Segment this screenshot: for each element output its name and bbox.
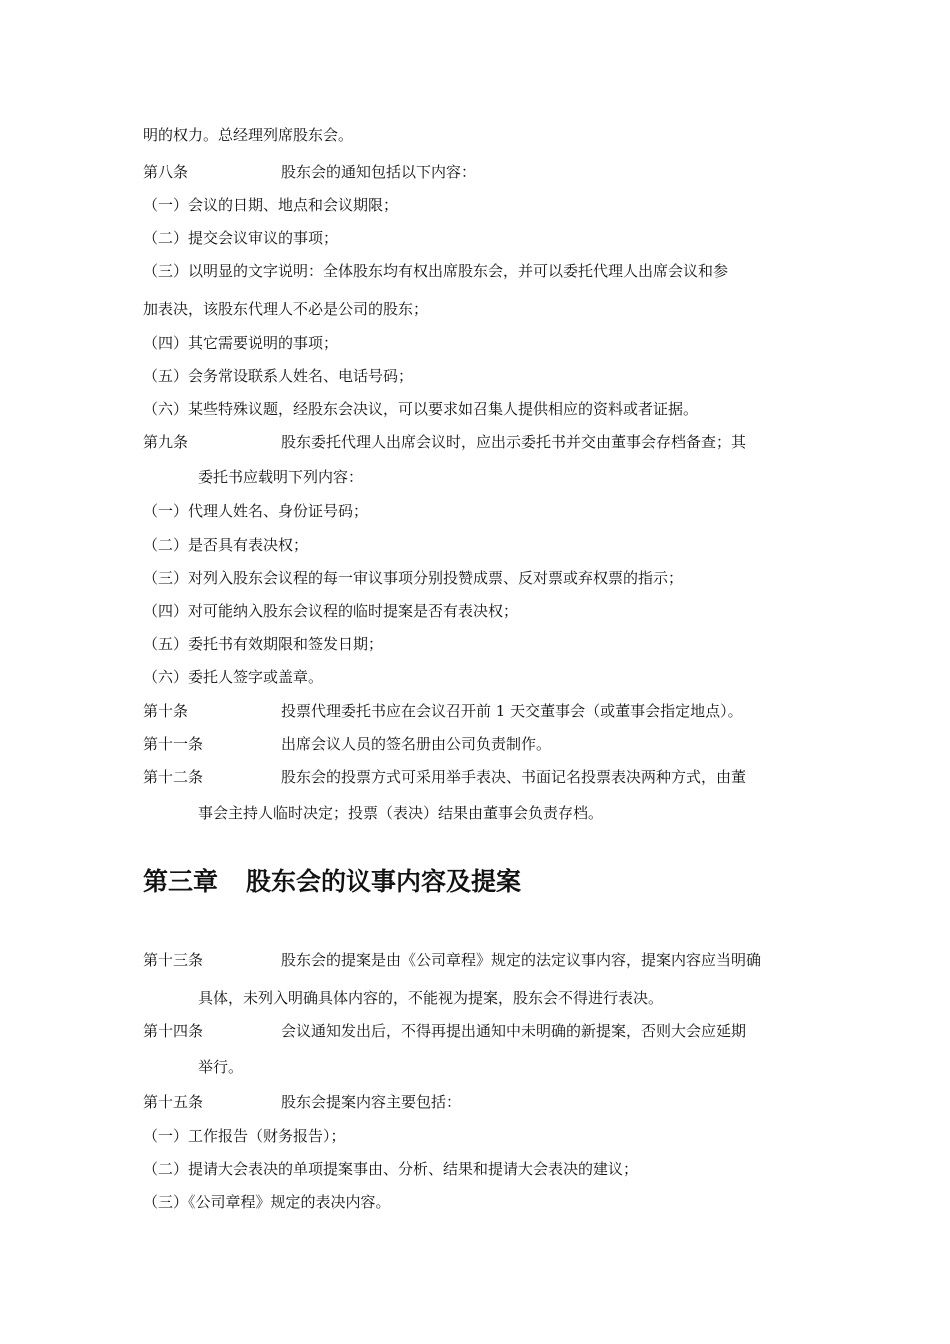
article-text: 会议通知发出后，不得再提出通知中未明确的新提案，否则大会应延期: [281, 1022, 747, 1040]
article-continuation: 具体，未列入明确具体内容的，不能视为提案，股东会不得进行表决。: [198, 989, 664, 1007]
article-15: [0, 1090, 950, 1114]
article-label: 第十一条: [143, 735, 204, 753]
article-text: 股东会的投票方式可采用举手表决、书面记名投票表决两种方式，由董: [281, 768, 747, 786]
article-continuation: 事会主持人临时决定；投票（表决）结果由董事会负责存档。: [198, 804, 604, 822]
article-text: 投票代理委托书应在会议召开前 1 天交董事会（或董事会指定地点）。: [281, 702, 743, 720]
article-label: 第九条: [143, 433, 189, 451]
article-text: 股东会提案内容主要包括：: [281, 1093, 462, 1111]
list-item: （五）会务常设联系人姓名、电话号码；: [143, 367, 414, 385]
chapter-number: 第三章: [143, 867, 219, 896]
list-item: （一）会议的日期、地点和会议期限；: [143, 196, 399, 214]
list-item: （五）委托书有效期限和签发日期；: [143, 635, 384, 653]
article-label: 第十三条: [143, 951, 204, 969]
intro-line: 明的权力。总经理列席股东会。: [143, 126, 354, 144]
article-continuation: 举行。: [198, 1058, 244, 1076]
article-text: 股东委托代理人出席会议时，应出示委托书并交由董事会存档备查；其: [281, 433, 747, 451]
list-item: （六）某些特殊议题，经股东会决议，可以要求如召集人提供相应的资料或者证据。: [143, 400, 699, 418]
article-8: [0, 160, 950, 184]
article-11: [0, 732, 950, 756]
list-item: （三）《公司章程》规定的表决内容。: [143, 1193, 391, 1211]
list-item-continuation: 加表决，该股东代理人不必是公司的股东；: [143, 300, 429, 318]
list-item: （三）对列入股东会议程的每一审议事项分别投赞成票、反对票或弃权票的指示；: [143, 569, 684, 587]
list-item: （二）提请大会表决的单项提案事由、分析、结果和提请大会表决的建议；: [143, 1160, 639, 1178]
article-label: 第十四条: [143, 1022, 204, 1040]
list-item: （四）对可能纳入股东会议程的临时提案是否有表决权；: [143, 602, 519, 620]
article-text: 股东会的提案是由《公司章程》规定的法定议事内容，提案内容应当明确: [281, 951, 762, 969]
article-label: 第八条: [143, 163, 189, 181]
chapter-title: 股东会的议事内容及提案: [246, 867, 522, 896]
article-label: 第十二条: [143, 768, 204, 786]
article-text: 股东会的通知包括以下内容：: [281, 163, 477, 181]
article-10: [0, 699, 950, 723]
article-label: 第十条: [143, 702, 189, 720]
chapter-heading: [143, 865, 521, 899]
list-item: （六）委托人签字或盖章。: [143, 668, 324, 686]
article-13: [0, 948, 950, 972]
list-item: （二）是否具有表决权；: [143, 536, 309, 554]
article-14: [0, 1019, 950, 1043]
list-item: （三）以明显的文字说明：全体股东均有权出席股东会，并可以委托代理人出席会议和参: [143, 262, 729, 280]
list-item: （二）提交会议审议的事项；: [143, 229, 339, 247]
list-item: （一）代理人姓名、身份证号码；: [143, 502, 369, 520]
article-label: 第十五条: [143, 1093, 204, 1111]
article-12: [0, 765, 950, 789]
list-item: （一）工作报告（财务报告）；: [143, 1127, 346, 1145]
article-text: 出席会议人员的签名册由公司负责制作。: [281, 735, 552, 753]
article-continuation: 委托书应载明下列内容：: [198, 468, 364, 486]
article-9: [0, 430, 950, 454]
list-item: （四）其它需要说明的事项；: [143, 334, 339, 352]
